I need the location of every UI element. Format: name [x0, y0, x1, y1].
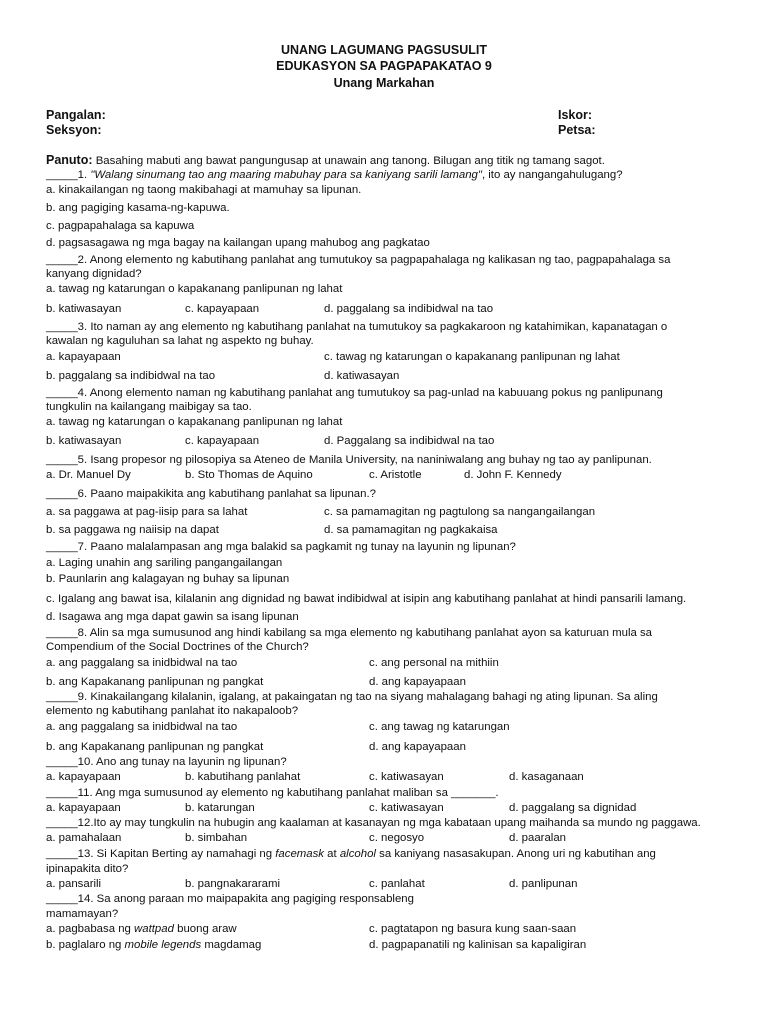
question-5-line-1: _____5. Isang propesor ng pilosopiya sa Ateneo de Manila University, na naniniwalang ang buhay ng tao ay panlipunan.	[46, 454, 652, 466]
question-14-option-a[interactable]	[46, 922, 237, 936]
answer-blank: _____1.	[46, 169, 91, 181]
question-12-option-c[interactable]: c. negosyo	[369, 832, 425, 844]
question-3-line-1: _____3. Ito naman ay ang elemento ng kabutihang panlahat na tumutukoy sa pagkakaroon ng katahimikan, kapanatagan o	[46, 321, 668, 333]
question-10-line-1: _____10. Ano ang tunay na layunin ng lipunan?	[46, 756, 287, 768]
instructions-label: Panuto:	[46, 153, 93, 167]
question-2-option-a[interactable]: a. tawag ng katarungan o kapakanang panlipunan ng lahat	[46, 283, 343, 295]
question-8-option-d[interactable]: d. ang kapayapaan	[369, 676, 466, 688]
question-1-quote: "Walang sinumang tao ang maaring mabuhay para sa kaniyang sarili lamang"	[90, 169, 482, 181]
question-1-option-b[interactable]: b. ang pagiging kasama-ng-kapuwa.	[46, 202, 230, 214]
question-1-option-a[interactable]: a. kinakailangan ng taong makibahagi at mamuhay sa lipunan.	[46, 184, 362, 196]
question-5-option-b[interactable]: b. Sto Thomas de Aquino	[185, 469, 313, 481]
option-text: magdamag	[201, 939, 262, 951]
question-4-line-1: _____4. Anong elemento naman ng kabutihang panlahat ang tumutukoy sa pag-unlad na kabuuang pokus ng panlipunang	[46, 387, 663, 399]
question-10-option-c[interactable]: c. katiwasayan	[369, 771, 444, 783]
question-6-option-a[interactable]: a. sa paggawa at pag-iisip para sa lahat	[46, 506, 248, 518]
question-2-option-d[interactable]: d. paggalang sa indibidwal na tao	[324, 303, 494, 315]
quarter-title: Unang Markahan	[333, 76, 435, 90]
question-13-line-2: ipinapakita dito?	[46, 863, 129, 875]
question-2-option-b[interactable]: b. katiwasayan	[46, 303, 122, 315]
option-italic-text: wattpad	[134, 923, 174, 935]
option-text: a. pagbabasa ng	[46, 923, 135, 935]
question-2-line-2: kanyang dignidad?	[46, 268, 142, 280]
question-13-facemask: facemask	[275, 848, 324, 860]
question-4-option-c[interactable]: c. kapayapaan	[185, 435, 260, 447]
option-text: b. paglalaro ng	[46, 939, 125, 951]
question-4-option-a[interactable]: a. tawag ng katarungan o kapakanang panlipunan ng lahat	[46, 416, 343, 428]
question-12-option-a[interactable]: a. pamahalaan	[46, 832, 122, 844]
question-6-option-b[interactable]: b. sa paggawa ng naiisip na dapat	[46, 524, 219, 536]
question-1-option-c[interactable]: c. pagpapahalaga sa kapuwa	[46, 220, 195, 232]
question-7-option-d[interactable]: d. Isagawa ang mga dapat gawin sa isang lipunan	[46, 611, 299, 623]
question-13-alcohol: alcohol	[339, 848, 376, 860]
question-13-option-a[interactable]: a. pansarili	[46, 878, 102, 890]
question-5-option-d[interactable]: d. John F. Kennedy	[464, 469, 562, 481]
document-title: UNANG LAGUMANG PAGSUSULIT	[280, 43, 487, 57]
question-14-option-b[interactable]	[46, 938, 261, 952]
question-14-line-2: mamamayan?	[46, 908, 119, 920]
question-5-option-a[interactable]: a. Dr. Manuel Dy	[46, 469, 131, 481]
question-8-line-2: Compendium of the Social Doctrines of the Church?	[46, 641, 309, 653]
question-13-option-c[interactable]: c. panlahat	[369, 878, 425, 890]
question-9-option-b[interactable]: b. ang Kapakanang panlipunan ng pangkat	[46, 741, 264, 753]
question-13-option-d[interactable]: d. panlipunan	[509, 878, 578, 890]
subject-title: EDUKASYON SA PAGPAPAKATAO 9	[276, 59, 492, 73]
question-10-option-b[interactable]: b. kabutihang panlahat	[185, 771, 301, 783]
question-2-option-c[interactable]: c. kapayapaan	[185, 303, 260, 315]
question-1	[46, 168, 623, 182]
question-4-option-b[interactable]: b. katiwasayan	[46, 435, 122, 447]
question-3-option-b[interactable]: b. paggalang sa indibidwal na tao	[46, 370, 216, 382]
question-9-option-c[interactable]: c. ang tawag ng katarungan	[369, 721, 510, 733]
question-12-option-d[interactable]: d. paaralan	[509, 832, 566, 844]
question-11-option-b[interactable]: b. katarungan	[185, 802, 255, 814]
question-14-option-c[interactable]: c. pagtatapon ng basura kung saan-saan	[369, 923, 577, 935]
question-8-option-c[interactable]: c. ang personal na mithiin	[369, 657, 499, 669]
question-8-option-a[interactable]: a. ang paggalang sa inidbidwal na tao	[46, 657, 238, 669]
question-9-option-a[interactable]: a. ang paggalang sa inidbidwal na tao	[46, 721, 238, 733]
question-1-text: , ito ay nangangahulugang?	[481, 169, 623, 181]
question-2-line-1: _____2. Anong elemento ng kabutihang panlahat ang tumutukoy sa pagpapahalaga ng kalikasan ng tao, pagpapahalaga sa	[46, 254, 671, 266]
question-7-option-c[interactable]: c. Igalang ang bawat isa, kilalanin ang dignidad ng bawat indibidwal at isipin ang kabutihang panlahat at hindi pansarili lamang.	[46, 593, 687, 605]
petsa-label: Petsa:	[558, 123, 596, 137]
option-text: buong araw	[173, 923, 237, 935]
question-6-option-c[interactable]: c. sa pamamagitan ng pagtulong sa nangangailangan	[324, 506, 596, 518]
question-10-option-d[interactable]: d. kasaganaan	[509, 771, 584, 783]
instructions	[46, 153, 605, 168]
question-10-option-a[interactable]: a. kapayapaan	[46, 771, 121, 783]
question-11-option-a[interactable]: a. kapayapaan	[46, 802, 121, 814]
question-13-text: sa kaniyang nasasakupan. Anong uri ng kabutihan ang	[375, 848, 656, 860]
question-6-option-d[interactable]: d. sa pamamagitan ng pagkakaisa	[324, 524, 498, 536]
question-13-text: at	[324, 848, 340, 860]
question-5-option-c[interactable]: c. Aristotle	[369, 469, 422, 481]
question-7-option-a[interactable]: a. Laging unahin ang sariling pangangailangan	[46, 557, 283, 569]
question-12-option-b[interactable]: b. simbahan	[185, 832, 248, 844]
question-7-line-1: _____7. Paano malalampasan ang mga balakid sa pagkamit ng tunay na layunin ng lipunan?	[46, 541, 516, 553]
question-14-line-1: _____14. Sa anong paraan mo maipapakita ang pagiging responsableng	[46, 893, 414, 905]
question-13-line-1	[46, 847, 656, 861]
question-14-option-d[interactable]: d. pagpapanatili ng kalinisan sa kapaligiran	[369, 939, 587, 951]
question-11-option-c[interactable]: c. katiwasayan	[369, 802, 444, 814]
question-11-option-d[interactable]: d. paggalang sa dignidad	[509, 802, 637, 814]
question-8-option-b[interactable]: b. ang Kapakanang panlipunan ng pangkat	[46, 676, 264, 688]
question-13-text: _____13. Si Kapitan Berting ay namahagi ng	[46, 848, 276, 860]
question-3-option-d[interactable]: d. katiwasayan	[324, 370, 400, 382]
question-12-line-1: _____12.Ito ay may tungkulin na hubugin ang kaalaman at kasanayan ng mga kabataan upang maihanda sa mundo ng paggawa.	[46, 817, 701, 829]
question-6-line-1: _____6. Paano maipakikita ang kabutihang panlahat sa lipunan.?	[46, 488, 376, 500]
question-3-option-c[interactable]: c. tawag ng katarungan o kapakanang panlipunan ng lahat	[324, 351, 620, 363]
question-3-option-a[interactable]: a. kapayapaan	[46, 351, 121, 363]
question-11-line-1: _____11. Ang mga sumusunod ay elemento ng kabutihang panlahat maliban sa _______.	[46, 787, 499, 799]
question-9-option-d[interactable]: d. ang kapayapaan	[369, 741, 466, 753]
iskor-label: Iskor:	[558, 108, 593, 122]
instructions-text: Basahing mabuti ang bawat pangungusap at unawain ang tanong. Bilugan ang titik ng tamang sagot.	[92, 155, 605, 167]
option-italic-text: mobile legends	[124, 939, 202, 951]
question-7-option-b[interactable]: b. Paunlarin ang kalagayan ng buhay sa lipunan	[46, 573, 290, 585]
question-8-line-1: _____8. Alin sa mga sumusunod ang hindi kabilang sa mga elemento ng kabutihang panlahat ayon sa katuruan mula sa	[46, 627, 653, 639]
question-9-line-2: elemento ng kabutihang panlahat ito nakapaloob?	[46, 705, 299, 717]
question-4-line-2: tungkulin na kailangang maibigay sa tao.	[46, 401, 252, 413]
question-3-line-2: kawalan ng kaguluhan sa lahat ng aspekto ng buhay.	[46, 335, 314, 347]
question-9-line-1: _____9. Kinakailangang kilalanin, igalang, at pakaingatan ng tao na siyang mahalagang bahagi ng ating lipunan. Sa aling	[46, 691, 658, 703]
question-1-option-d[interactable]: d. pagsasagawa ng mga bagay na kailangan upang mahubog ang pagkatao	[46, 237, 430, 249]
question-13-option-b[interactable]: b. pangnakararami	[185, 878, 280, 890]
question-4-option-d[interactable]: d. Paggalang sa indibidwal na tao	[324, 435, 495, 447]
seksyon-label: Seksyon:	[46, 123, 102, 137]
pangalan-label: Pangalan:	[46, 108, 106, 122]
